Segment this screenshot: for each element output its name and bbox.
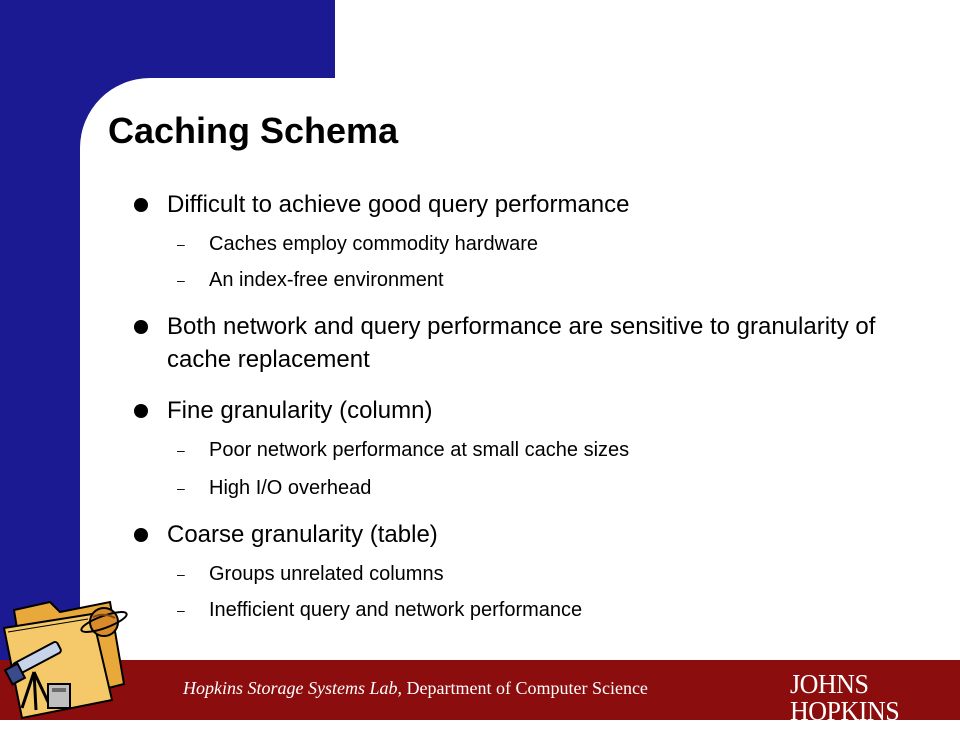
slide-title: Caching Schema bbox=[108, 110, 399, 151]
bullet-text: Coarse granularity (table) bbox=[167, 521, 438, 548]
dash-icon: – bbox=[177, 272, 185, 288]
sub-bullet-text: An index-free environment bbox=[209, 269, 444, 291]
content-card bbox=[80, 78, 960, 678]
footer-credit bbox=[183, 678, 648, 699]
jhu-logo-university: UNIVERSITY bbox=[790, 729, 956, 739]
dash-icon: – bbox=[177, 566, 185, 582]
sub-bullet-text: Inefficient query and network performance bbox=[209, 599, 583, 621]
bullet-dot-icon bbox=[134, 198, 148, 212]
dash-icon: – bbox=[177, 602, 185, 618]
bullet-dot-icon bbox=[134, 404, 148, 418]
footer-lab-name: Hopkins Storage Systems Lab bbox=[183, 678, 398, 698]
footer-department: , Department of Computer Science bbox=[397, 678, 648, 698]
bullet-text: Both network and query performance are sensitive to granularity of cache replacement bbox=[167, 313, 876, 373]
bullet-dot-icon bbox=[134, 528, 148, 542]
dash-icon: – bbox=[177, 442, 185, 458]
folder-telescope-clipart-icon bbox=[0, 588, 140, 720]
jhu-logo bbox=[790, 668, 956, 740]
dash-icon: – bbox=[177, 480, 185, 496]
sub-bullet-text: High I/O overhead bbox=[209, 477, 372, 499]
sub-bullet-text: Caches employ commodity hardware bbox=[209, 233, 539, 255]
sub-bullet-text: Groups unrelated columns bbox=[209, 563, 444, 585]
bullet-text: Difficult to achieve good query performance bbox=[167, 191, 630, 218]
bullet-text: Fine granularity (column) bbox=[167, 397, 433, 424]
jhu-logo-name: JOHNS HOPKINS bbox=[790, 668, 900, 727]
dash-icon: – bbox=[177, 236, 185, 252]
sub-bullet-text: Poor network performance at small cache sizes bbox=[209, 439, 630, 461]
bullet-dot-icon bbox=[134, 320, 148, 334]
